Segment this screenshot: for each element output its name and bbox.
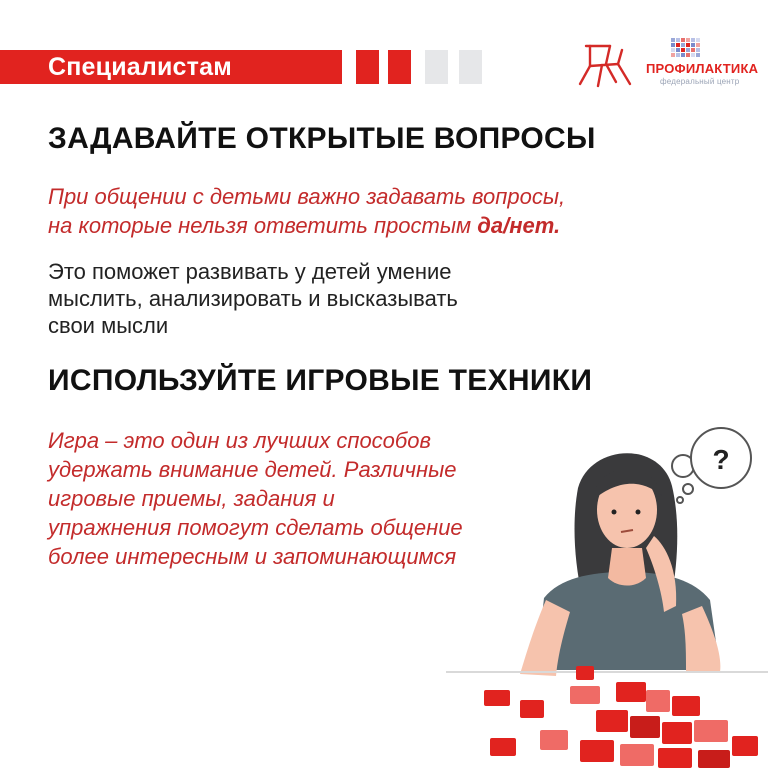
section2-heading: ИСПОЛЬЗУЙТЕ ИГРОВЫЕ ТЕХНИКИ: [48, 364, 593, 397]
section1-body-line-3: свои мысли: [48, 313, 169, 338]
thinking-woman-illustration: [440, 400, 768, 768]
section1-italic-line-1: При общении с детьми важно задавать вопросы,: [48, 184, 566, 209]
section1-italic-emphasis: да/нет.: [477, 213, 561, 238]
header-title: Специалистам: [48, 53, 232, 81]
header-square-red-1: [356, 50, 379, 84]
section1-italic-line-2-text: на которые нельзя ответить простым: [48, 213, 478, 238]
section1-body-line-1: Это поможет развивать у детей умение: [48, 259, 452, 284]
brand-grid-icon: [671, 38, 701, 60]
section1-body-text: [48, 258, 608, 339]
chair-logo-icon: [576, 40, 634, 90]
header-square-grey-1: [425, 50, 448, 84]
section2-italic-line-1: Игра – это один из лучших способов: [48, 428, 432, 453]
thought-bubble-icon: [672, 428, 751, 503]
section2-italic-line-3: игровые приемы, задания и: [48, 486, 335, 511]
header-square-grey-2: [459, 50, 482, 84]
section2-italic-line-4: упражнения помогут сделать общение: [48, 515, 463, 540]
brand-name: ПРОФИЛАКТИКА: [646, 61, 759, 76]
brand-subtitle: федеральный центр: [660, 77, 740, 86]
section1-body-line-2: мыслить, анализировать и высказывать: [48, 286, 458, 311]
question-mark: ?: [712, 444, 730, 475]
section2-italic-line-2: удержать внимание детей. Различные: [48, 457, 457, 482]
section2-italic-line-5: более интересным и запоминающимся: [48, 544, 457, 569]
section1-italic-line-2: [48, 211, 688, 240]
section1-heading: ЗАДАВАЙТЕ ОТКРЫТЫЕ ВОПРОСЫ: [48, 122, 596, 155]
section1-italic-text: [48, 182, 688, 240]
header-square-red-2: [388, 50, 411, 84]
